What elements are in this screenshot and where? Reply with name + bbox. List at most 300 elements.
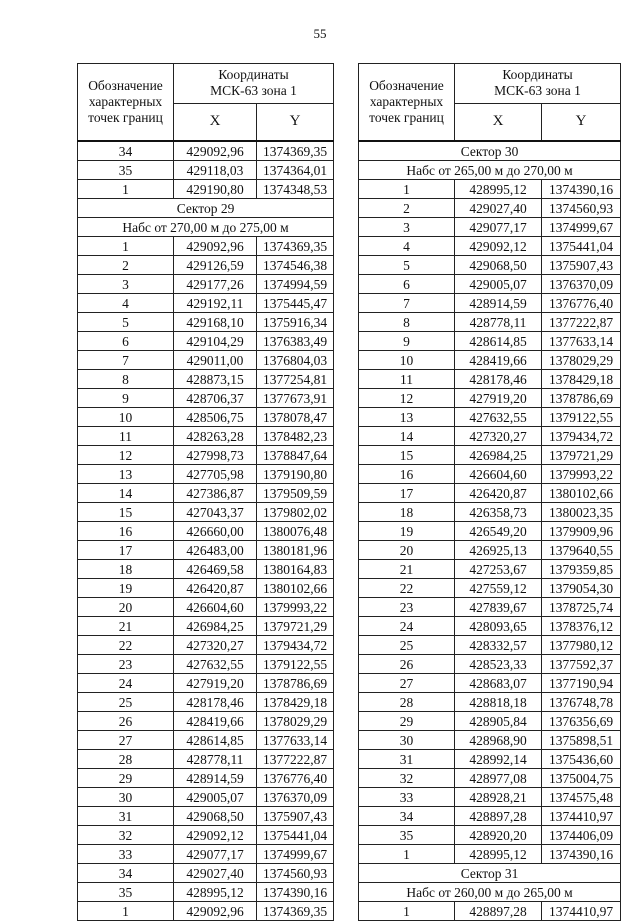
x-coordinate-cell: 427320,27: [174, 636, 257, 655]
x-coordinate-cell: 427386,87: [174, 484, 257, 503]
x-coordinate-cell: 428778,11: [174, 750, 257, 769]
table-row: [78, 351, 334, 370]
y-coordinate-cell: 1380102,66: [257, 579, 334, 598]
table-row: [78, 141, 334, 161]
table-row: [78, 655, 334, 674]
x-coordinate-cell: 428778,11: [455, 313, 542, 332]
x-coordinate-cell: 428178,46: [455, 370, 542, 389]
y-coordinate-cell: 1375916,34: [257, 313, 334, 332]
table-row: [359, 503, 621, 522]
table-row: [78, 427, 334, 446]
x-coordinate-cell: 428873,15: [174, 370, 257, 389]
point-number-cell: 14: [78, 484, 174, 503]
point-number-cell: 30: [359, 731, 455, 750]
header-x: X: [174, 103, 257, 141]
x-coordinate-cell: 428968,90: [455, 731, 542, 750]
x-coordinate-cell: 429092,96: [174, 902, 257, 921]
point-number-cell: 14: [359, 427, 455, 446]
y-coordinate-cell: 1377633,14: [542, 332, 621, 351]
x-coordinate-cell: 427705,98: [174, 465, 257, 484]
sector-label: Сектор 30: [359, 141, 621, 161]
point-number-cell: 2: [359, 199, 455, 218]
y-coordinate-cell: 1375441,04: [542, 237, 621, 256]
y-coordinate-cell: 1374994,59: [257, 275, 334, 294]
coordinates-table-left: [77, 63, 334, 921]
y-coordinate-cell: 1378376,12: [542, 617, 621, 636]
x-coordinate-cell: 426984,25: [455, 446, 542, 465]
table-row: [359, 522, 621, 541]
table-row: [359, 180, 621, 199]
point-number-cell: 29: [359, 712, 455, 731]
x-coordinate-cell: 429077,17: [455, 218, 542, 237]
x-coordinate-cell: 427919,20: [455, 389, 542, 408]
point-number-cell: 31: [359, 750, 455, 769]
table-row: [78, 769, 334, 788]
point-number-cell: 1: [359, 845, 455, 864]
point-number-cell: 35: [78, 161, 174, 180]
sector-row: [359, 141, 621, 161]
point-number-cell: 33: [78, 845, 174, 864]
table-row: [359, 427, 621, 446]
y-coordinate-cell: 1377254,81: [257, 370, 334, 389]
table-row: [78, 579, 334, 598]
x-coordinate-cell: 426549,20: [455, 522, 542, 541]
table-row: [78, 237, 334, 256]
header-point-label: Обозначение характерных точек границ: [359, 64, 455, 142]
point-number-cell: 22: [359, 579, 455, 598]
x-coordinate-cell: 426420,87: [455, 484, 542, 503]
y-coordinate-cell: 1379434,72: [542, 427, 621, 446]
point-number-cell: 28: [78, 750, 174, 769]
x-coordinate-cell: 427919,20: [174, 674, 257, 693]
x-coordinate-cell: 429011,00: [174, 351, 257, 370]
point-number-cell: 1: [359, 180, 455, 199]
y-coordinate-cell: 1376776,40: [542, 294, 621, 313]
x-coordinate-cell: 429177,26: [174, 275, 257, 294]
x-coordinate-cell: 426483,00: [174, 541, 257, 560]
point-number-cell: 21: [78, 617, 174, 636]
x-coordinate-cell: 428614,85: [455, 332, 542, 351]
point-number-cell: 5: [359, 256, 455, 275]
header-coords-system: МСК-63 зона 1: [494, 83, 581, 99]
y-coordinate-cell: 1374369,35: [257, 141, 334, 161]
x-coordinate-cell: 427559,12: [455, 579, 542, 598]
y-coordinate-cell: 1374575,48: [542, 788, 621, 807]
x-coordinate-cell: 427632,55: [455, 408, 542, 427]
header-coordinates: [455, 64, 621, 104]
sector-row: [359, 883, 621, 902]
point-number-cell: 32: [359, 769, 455, 788]
x-coordinate-cell: 429190,80: [174, 180, 257, 199]
header-x: X: [455, 103, 542, 141]
x-coordinate-cell: 427839,67: [455, 598, 542, 617]
x-coordinate-cell: 429126,59: [174, 256, 257, 275]
table-row: [359, 389, 621, 408]
point-number-cell: 6: [78, 332, 174, 351]
point-number-cell: 4: [78, 294, 174, 313]
y-coordinate-cell: 1376370,09: [257, 788, 334, 807]
point-number-cell: 11: [359, 370, 455, 389]
x-coordinate-cell: 429027,40: [174, 864, 257, 883]
point-number-cell: 5: [78, 313, 174, 332]
x-coordinate-cell: 429092,96: [174, 141, 257, 161]
x-coordinate-cell: 426420,87: [174, 579, 257, 598]
point-number-cell: 22: [78, 636, 174, 655]
table-row: [78, 161, 334, 180]
y-coordinate-cell: 1378078,47: [257, 408, 334, 427]
point-number-cell: 6: [359, 275, 455, 294]
y-coordinate-cell: 1374406,09: [542, 826, 621, 845]
table-row: [359, 902, 621, 921]
point-number-cell: 11: [78, 427, 174, 446]
point-number-cell: 7: [359, 294, 455, 313]
point-number-cell: 20: [78, 598, 174, 617]
y-coordinate-cell: 1379993,22: [257, 598, 334, 617]
y-coordinate-cell: 1376776,40: [257, 769, 334, 788]
table-row: [78, 313, 334, 332]
point-number-cell: 17: [78, 541, 174, 560]
y-coordinate-cell: 1376748,78: [542, 693, 621, 712]
point-number-cell: 34: [359, 807, 455, 826]
y-coordinate-cell: 1378786,69: [542, 389, 621, 408]
point-number-cell: 4: [359, 237, 455, 256]
table-row: [359, 788, 621, 807]
header-coords-title: Координаты: [218, 67, 289, 83]
y-coordinate-cell: 1380102,66: [542, 484, 621, 503]
y-coordinate-cell: 1374410,97: [542, 902, 621, 921]
header-y: Y: [542, 103, 621, 141]
y-coordinate-cell: 1380164,83: [257, 560, 334, 579]
y-coordinate-cell: 1377673,91: [257, 389, 334, 408]
point-number-cell: 32: [78, 826, 174, 845]
table-row: [359, 256, 621, 275]
table-row: [359, 655, 621, 674]
x-coordinate-cell: 429192,11: [174, 294, 257, 313]
y-coordinate-cell: 1379190,80: [257, 465, 334, 484]
point-number-cell: 12: [78, 446, 174, 465]
table-row: [359, 807, 621, 826]
x-coordinate-cell: 429118,03: [174, 161, 257, 180]
point-number-cell: 7: [78, 351, 174, 370]
y-coordinate-cell: 1375898,51: [542, 731, 621, 750]
point-number-cell: 13: [359, 408, 455, 427]
x-coordinate-cell: 428914,59: [455, 294, 542, 313]
y-coordinate-cell: 1379802,02: [257, 503, 334, 522]
sector-label: Набс от 270,00 м до 275,00 м: [78, 218, 334, 237]
point-number-cell: 23: [78, 655, 174, 674]
table-row: [78, 826, 334, 845]
x-coordinate-cell: 428992,14: [455, 750, 542, 769]
point-number-cell: 1: [359, 902, 455, 921]
y-coordinate-cell: 1378482,23: [257, 427, 334, 446]
table-row: [78, 598, 334, 617]
y-coordinate-cell: 1378786,69: [257, 674, 334, 693]
x-coordinate-cell: 428178,46: [174, 693, 257, 712]
y-coordinate-cell: 1380023,35: [542, 503, 621, 522]
table-row: [78, 294, 334, 313]
table-row: [78, 788, 334, 807]
table-row: [78, 522, 334, 541]
x-coordinate-cell: 426925,13: [455, 541, 542, 560]
y-coordinate-cell: 1379122,55: [542, 408, 621, 427]
x-coordinate-cell: 429077,17: [174, 845, 257, 864]
x-coordinate-cell: 429168,10: [174, 313, 257, 332]
y-coordinate-cell: 1375004,75: [542, 769, 621, 788]
point-number-cell: 35: [78, 883, 174, 902]
table-row: [359, 845, 621, 864]
table-row: [359, 199, 621, 218]
y-coordinate-cell: 1374369,35: [257, 237, 334, 256]
y-coordinate-cell: 1377980,12: [542, 636, 621, 655]
table-row: [78, 845, 334, 864]
x-coordinate-cell: 428914,59: [174, 769, 257, 788]
x-coordinate-cell: 428614,85: [174, 731, 257, 750]
x-coordinate-cell: 428897,28: [455, 902, 542, 921]
x-coordinate-cell: 428506,75: [174, 408, 257, 427]
x-coordinate-cell: 428419,66: [455, 351, 542, 370]
y-coordinate-cell: 1379509,59: [257, 484, 334, 503]
y-coordinate-cell: 1379122,55: [257, 655, 334, 674]
x-coordinate-cell: 427320,27: [455, 427, 542, 446]
y-coordinate-cell: 1375436,60: [542, 750, 621, 769]
x-coordinate-cell: 429005,07: [174, 788, 257, 807]
table-row: [359, 351, 621, 370]
x-coordinate-cell: 428905,84: [455, 712, 542, 731]
table-row: [78, 902, 334, 921]
x-coordinate-cell: 428263,28: [174, 427, 257, 446]
table-row: [78, 484, 334, 503]
point-number-cell: 10: [359, 351, 455, 370]
table-row: [78, 636, 334, 655]
point-number-cell: 29: [78, 769, 174, 788]
y-coordinate-cell: 1374390,16: [542, 180, 621, 199]
y-coordinate-cell: 1374348,53: [257, 180, 334, 199]
point-number-cell: 9: [359, 332, 455, 351]
table-row: [359, 617, 621, 636]
table-row: [359, 294, 621, 313]
x-coordinate-cell: 426984,25: [174, 617, 257, 636]
x-coordinate-cell: 428995,12: [455, 180, 542, 199]
x-coordinate-cell: 426358,73: [455, 503, 542, 522]
table-row: [78, 674, 334, 693]
table-body-left: [78, 141, 334, 921]
coordinates-table-right: [358, 63, 621, 921]
table-row: [78, 370, 334, 389]
sector-label: Набс от 260,00 м до 265,00 м: [359, 883, 621, 902]
point-number-cell: 16: [359, 465, 455, 484]
table-row: [359, 237, 621, 256]
point-number-cell: 34: [78, 141, 174, 161]
y-coordinate-cell: 1376804,03: [257, 351, 334, 370]
point-number-cell: 25: [78, 693, 174, 712]
y-coordinate-cell: 1379993,22: [542, 465, 621, 484]
table-row: [359, 598, 621, 617]
point-number-cell: 9: [78, 389, 174, 408]
y-coordinate-cell: 1374364,01: [257, 161, 334, 180]
header-coords-system: МСК-63 зона 1: [210, 83, 297, 99]
point-number-cell: 13: [78, 465, 174, 484]
table-row: [78, 864, 334, 883]
point-number-cell: 28: [359, 693, 455, 712]
point-number-cell: 17: [359, 484, 455, 503]
table-row: [359, 731, 621, 750]
table-row: [78, 332, 334, 351]
x-coordinate-cell: 427253,67: [455, 560, 542, 579]
x-coordinate-cell: 429068,50: [174, 807, 257, 826]
y-coordinate-cell: 1379359,85: [542, 560, 621, 579]
table-row: [78, 712, 334, 731]
x-coordinate-cell: 426469,58: [174, 560, 257, 579]
point-number-cell: 18: [78, 560, 174, 579]
point-number-cell: 26: [359, 655, 455, 674]
y-coordinate-cell: 1375441,04: [257, 826, 334, 845]
table-row: [359, 826, 621, 845]
x-coordinate-cell: 426660,00: [174, 522, 257, 541]
point-number-cell: 34: [78, 864, 174, 883]
point-number-cell: 27: [78, 731, 174, 750]
y-coordinate-cell: 1378725,74: [542, 598, 621, 617]
y-coordinate-cell: 1378029,29: [257, 712, 334, 731]
x-coordinate-cell: 428928,21: [455, 788, 542, 807]
y-coordinate-cell: 1377222,87: [542, 313, 621, 332]
x-coordinate-cell: 428818,18: [455, 693, 542, 712]
point-number-cell: 8: [359, 313, 455, 332]
x-coordinate-cell: 428332,57: [455, 636, 542, 655]
y-coordinate-cell: 1375907,43: [542, 256, 621, 275]
point-number-cell: 16: [78, 522, 174, 541]
table-row: [359, 465, 621, 484]
point-number-cell: 27: [359, 674, 455, 693]
x-coordinate-cell: 426604,60: [455, 465, 542, 484]
x-coordinate-cell: 428995,12: [174, 883, 257, 902]
x-coordinate-cell: 427043,37: [174, 503, 257, 522]
x-coordinate-cell: 429027,40: [455, 199, 542, 218]
table-row: [78, 731, 334, 750]
x-coordinate-cell: 429092,12: [455, 237, 542, 256]
y-coordinate-cell: 1379640,55: [542, 541, 621, 560]
table-row: [359, 579, 621, 598]
point-number-cell: 3: [359, 218, 455, 237]
y-coordinate-cell: 1380181,96: [257, 541, 334, 560]
page-number: 55: [313, 26, 327, 41]
table-body-right: [359, 141, 621, 921]
table-row: [359, 693, 621, 712]
point-number-cell: 18: [359, 503, 455, 522]
y-coordinate-cell: 1376356,69: [542, 712, 621, 731]
table-row: [78, 541, 334, 560]
point-number-cell: 24: [359, 617, 455, 636]
table-row: [78, 389, 334, 408]
point-number-cell: 19: [78, 579, 174, 598]
sector-label: Сектор 31: [359, 864, 621, 883]
y-coordinate-cell: 1379721,29: [542, 446, 621, 465]
point-number-cell: 35: [359, 826, 455, 845]
y-coordinate-cell: 1374999,67: [542, 218, 621, 237]
table-row: [359, 446, 621, 465]
table-row: [78, 408, 334, 427]
x-coordinate-cell: 428920,20: [455, 826, 542, 845]
y-coordinate-cell: 1379054,30: [542, 579, 621, 598]
x-coordinate-cell: 428093,65: [455, 617, 542, 636]
sector-row: [359, 864, 621, 883]
point-number-cell: 19: [359, 522, 455, 541]
sector-label: Сектор 29: [78, 199, 334, 218]
point-number-cell: 33: [359, 788, 455, 807]
y-coordinate-cell: 1378029,29: [542, 351, 621, 370]
table-row: [78, 503, 334, 522]
x-coordinate-cell: 429092,96: [174, 237, 257, 256]
x-coordinate-cell: 426604,60: [174, 598, 257, 617]
table-row: [359, 332, 621, 351]
y-coordinate-cell: 1377592,37: [542, 655, 621, 674]
table-row: [78, 750, 334, 769]
point-number-cell: 15: [78, 503, 174, 522]
point-number-cell: 20: [359, 541, 455, 560]
table-row: [78, 256, 334, 275]
y-coordinate-cell: 1377222,87: [257, 750, 334, 769]
y-coordinate-cell: 1374999,67: [257, 845, 334, 864]
x-coordinate-cell: 428977,08: [455, 769, 542, 788]
x-coordinate-cell: 429104,29: [174, 332, 257, 351]
point-number-cell: 25: [359, 636, 455, 655]
point-number-cell: 2: [78, 256, 174, 275]
point-number-cell: 24: [78, 674, 174, 693]
y-coordinate-cell: 1374410,97: [542, 807, 621, 826]
point-number-cell: 15: [359, 446, 455, 465]
sector-row: [78, 199, 334, 218]
y-coordinate-cell: 1379909,96: [542, 522, 621, 541]
table-row: [359, 560, 621, 579]
y-coordinate-cell: 1376383,49: [257, 332, 334, 351]
x-coordinate-cell: 429092,12: [174, 826, 257, 845]
table-row: [78, 807, 334, 826]
y-coordinate-cell: 1378847,64: [257, 446, 334, 465]
table-row: [78, 883, 334, 902]
x-coordinate-cell: 429005,07: [455, 275, 542, 294]
sector-label: Набс от 265,00 м до 270,00 м: [359, 161, 621, 180]
point-number-cell: 1: [78, 237, 174, 256]
y-coordinate-cell: 1374560,93: [257, 864, 334, 883]
sector-row: [78, 218, 334, 237]
table-row: [78, 180, 334, 199]
table-row: [359, 541, 621, 560]
table-row: [359, 370, 621, 389]
point-number-cell: 10: [78, 408, 174, 427]
x-coordinate-cell: 428706,37: [174, 389, 257, 408]
table-row: [359, 218, 621, 237]
point-number-cell: 8: [78, 370, 174, 389]
x-coordinate-cell: 428419,66: [174, 712, 257, 731]
header-point-label: Обозначение характерных точек границ: [78, 64, 174, 142]
y-coordinate-cell: 1375445,47: [257, 294, 334, 313]
y-coordinate-cell: 1379721,29: [257, 617, 334, 636]
point-number-cell: 12: [359, 389, 455, 408]
table-row: [359, 636, 621, 655]
y-coordinate-cell: 1376370,09: [542, 275, 621, 294]
table-row: [359, 313, 621, 332]
point-number-cell: 26: [78, 712, 174, 731]
header-coordinates: [174, 64, 334, 104]
point-number-cell: 23: [359, 598, 455, 617]
table-row: [359, 674, 621, 693]
point-number-cell: 3: [78, 275, 174, 294]
table-row: [78, 617, 334, 636]
x-coordinate-cell: 428995,12: [455, 845, 542, 864]
table-row: [359, 712, 621, 731]
point-number-cell: 21: [359, 560, 455, 579]
y-coordinate-cell: 1375907,43: [257, 807, 334, 826]
table-row: [78, 465, 334, 484]
